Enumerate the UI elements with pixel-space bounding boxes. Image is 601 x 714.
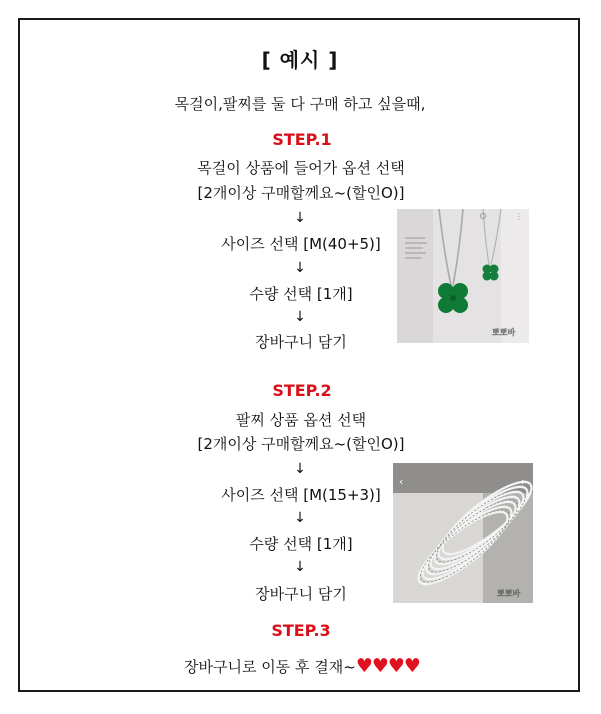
step1-instruction: 목걸이 상품에 들어가 옵션 선택 <box>197 159 405 177</box>
step3-text-row <box>184 655 420 677</box>
step1-arrow-1: ↓ <box>294 210 306 226</box>
step2-instruction: 팔찌 상품 옵션 선택 <box>235 411 367 429</box>
intro-text: 목걸이,팔찌를 둘 다 구매 하고 싶을때, <box>174 95 426 113</box>
bracelet-illustration <box>393 463 533 603</box>
step1-label: STEP.1 <box>272 130 332 149</box>
step2-arrow-1: ↓ <box>294 461 306 477</box>
step2-size: 사이즈 선택 [M(15+3)] <box>221 486 381 504</box>
svg-text:›: › <box>521 475 526 488</box>
svg-text:‹: ‹ <box>399 475 404 488</box>
step2-arrow-3: ↓ <box>294 559 306 575</box>
necklace-illustration <box>397 209 529 343</box>
step3-label: STEP.3 <box>271 621 331 640</box>
step1-arrow-2: ↓ <box>294 260 306 276</box>
svg-text:뽀뽀바: 뽀뽀바 <box>492 328 516 337</box>
step2-cart: 장바구니 담기 <box>255 585 347 603</box>
step1-cart: 장바구니 담기 <box>255 333 347 351</box>
page-title: [ 예시 ] <box>261 48 339 72</box>
step2-label: STEP.2 <box>272 381 332 400</box>
step1-size: 사이즈 선택 [M(40+5)] <box>221 235 381 253</box>
step1-quantity: 수량 선택 [1개] <box>249 285 353 303</box>
step2-arrow-2: ↓ <box>294 510 306 526</box>
heart-icons: ♥♥♥♥ <box>355 655 420 677</box>
step1-option: [2개이상 구매할께요~(할인O)] <box>197 184 405 202</box>
svg-text:⋮: ⋮ <box>515 212 523 221</box>
svg-text:뽀뽀바: 뽀뽀바 <box>497 589 521 598</box>
step2-option: [2개이상 구매할께요~(할인O)] <box>197 435 405 453</box>
bracelet-photo <box>393 463 533 603</box>
step1-arrow-3: ↓ <box>294 309 306 325</box>
necklace-photo <box>397 209 529 343</box>
step2-quantity: 수량 선택 [1개] <box>249 535 353 553</box>
step3-instruction: 장바구니로 이동 후 결재~ <box>184 658 356 676</box>
